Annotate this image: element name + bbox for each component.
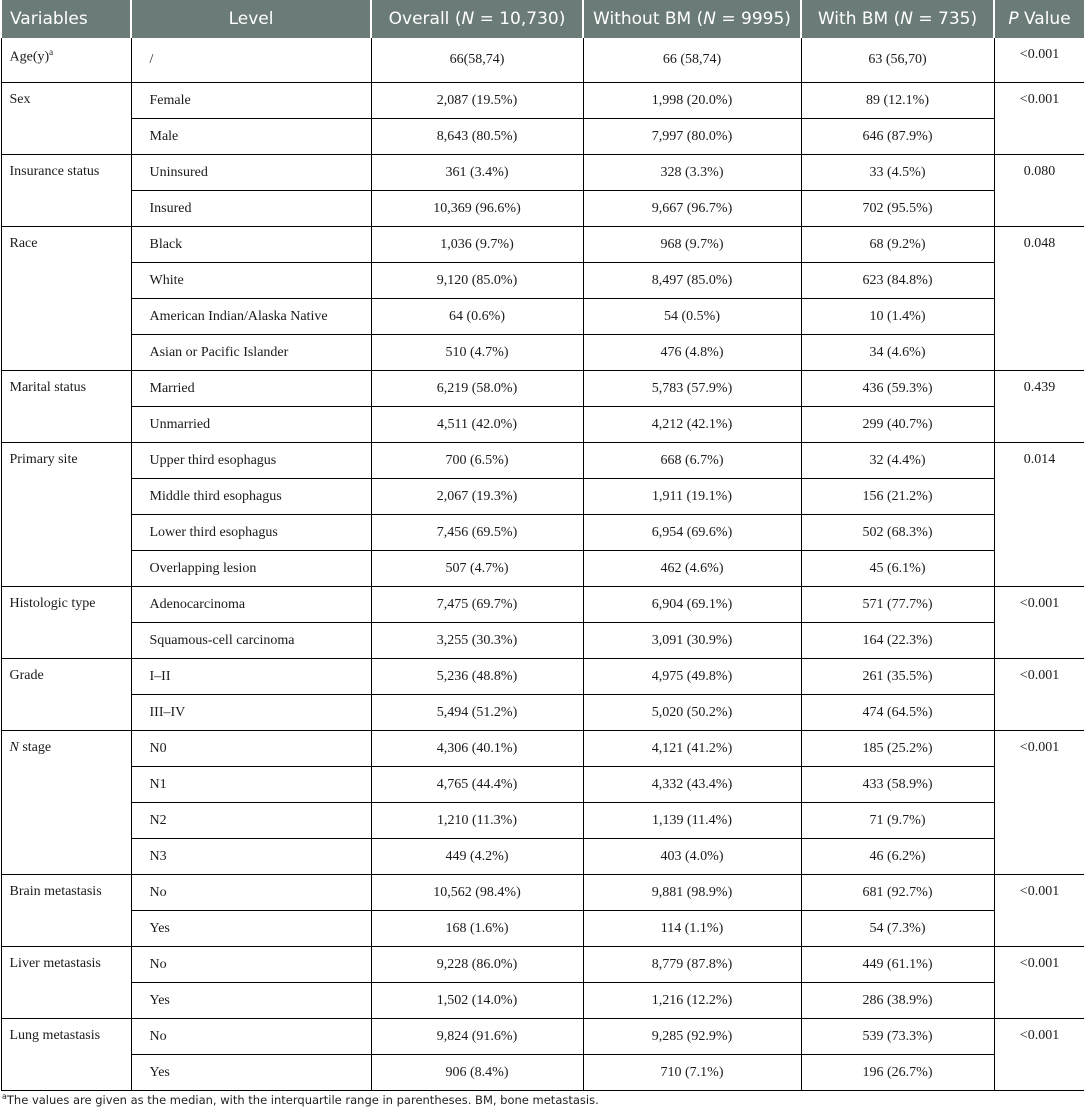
- level-cell: Uninsured: [131, 155, 371, 191]
- variable-cell: [1, 1019, 131, 1091]
- overall-cell: 9,228 (86.0%): [371, 947, 583, 983]
- without-bm-cell: 403 (4.0%): [583, 839, 801, 875]
- table-row: [1, 227, 1084, 263]
- level-cell: I–II: [131, 659, 371, 695]
- table-row: [1, 479, 1084, 515]
- level-cell: N3: [131, 839, 371, 875]
- table-row: [1, 839, 1084, 875]
- without-bm-cell: 7,997 (80.0%): [583, 119, 801, 155]
- level-cell: Yes: [131, 911, 371, 947]
- without-bm-cell: 54 (0.5%): [583, 299, 801, 335]
- without-bm-cell: 9,667 (96.7%): [583, 191, 801, 227]
- overall-cell: 449 (4.2%): [371, 839, 583, 875]
- without-bm-cell: 8,497 (85.0%): [583, 263, 801, 299]
- level-cell: No: [131, 947, 371, 983]
- header-level: Level: [131, 0, 371, 38]
- without-bm-cell: 9,881 (98.9%): [583, 875, 801, 911]
- variable-label: Primary site: [9, 452, 78, 467]
- with-bm-cell: 571 (77.7%): [801, 587, 994, 623]
- level-cell: N0: [131, 731, 371, 767]
- variable-label: Age(y): [9, 49, 50, 65]
- with-bm-cell: 436 (59.3%): [801, 371, 994, 407]
- with-bm-cell: 63 (56,70): [801, 38, 994, 83]
- with-bm-cell: 196 (26.7%): [801, 1055, 994, 1091]
- without-bm-cell: 328 (3.3%): [583, 155, 801, 191]
- overall-cell: 64 (0.6%): [371, 299, 583, 335]
- table-body: [1, 38, 1084, 1091]
- without-bm-cell: 114 (1.1%): [583, 911, 801, 947]
- overall-cell: 7,456 (69.5%): [371, 515, 583, 551]
- without-bm-cell: 66 (58,74): [583, 38, 801, 83]
- p-value-cell: <0.001: [994, 38, 1084, 83]
- with-bm-cell: 433 (58.9%): [801, 767, 994, 803]
- level-cell: Male: [131, 119, 371, 155]
- with-bm-cell: 185 (25.2%): [801, 731, 994, 767]
- level-cell: Upper third esophagus: [131, 443, 371, 479]
- variable-cell: [1, 371, 131, 443]
- level-cell: Adenocarcinoma: [131, 587, 371, 623]
- header-without-bm: Without BM (N = 9995): [583, 0, 801, 38]
- level-cell: Female: [131, 83, 371, 119]
- overall-cell: 510 (4.7%): [371, 335, 583, 371]
- level-cell: III–IV: [131, 695, 371, 731]
- level-cell: Asian or Pacific Islander: [131, 335, 371, 371]
- table-footnote: [2, 1092, 599, 1107]
- table-row: [1, 947, 1084, 983]
- without-bm-cell: 462 (4.6%): [583, 551, 801, 587]
- level-cell: Squamous-cell carcinoma: [131, 623, 371, 659]
- overall-cell: 1,502 (14.0%): [371, 983, 583, 1019]
- level-cell: Yes: [131, 1055, 371, 1091]
- variable-label: Brain metastasis: [9, 884, 102, 899]
- variable-cell: [1, 947, 131, 1019]
- variable-label: Race: [9, 236, 38, 251]
- variable-label: Histologic type: [9, 596, 96, 611]
- with-bm-cell: 54 (7.3%): [801, 911, 994, 947]
- with-bm-cell: 164 (22.3%): [801, 623, 994, 659]
- variable-label: Lung metastasis: [9, 1028, 101, 1043]
- level-cell: White: [131, 263, 371, 299]
- variable-cell: [1, 227, 131, 371]
- with-bm-cell: 34 (4.6%): [801, 335, 994, 371]
- with-bm-cell: 681 (92.7%): [801, 875, 994, 911]
- variable-label: Marital status: [9, 380, 87, 395]
- without-bm-cell: 1,216 (12.2%): [583, 983, 801, 1019]
- table-row: [1, 263, 1084, 299]
- level-cell: No: [131, 875, 371, 911]
- without-bm-cell: 476 (4.8%): [583, 335, 801, 371]
- level-cell: Yes: [131, 983, 371, 1019]
- with-bm-cell: 702 (95.5%): [801, 191, 994, 227]
- overall-cell: 6,219 (58.0%): [371, 371, 583, 407]
- table-row: [1, 803, 1084, 839]
- table-row: [1, 443, 1084, 479]
- with-bm-cell: 623 (84.8%): [801, 263, 994, 299]
- table-row: [1, 659, 1084, 695]
- p-value-cell: <0.001: [994, 947, 1084, 1019]
- p-value-cell: 0.048: [994, 227, 1084, 371]
- with-bm-cell: 71 (9.7%): [801, 803, 994, 839]
- overall-cell: 168 (1.6%): [371, 911, 583, 947]
- level-cell: Overlapping lesion: [131, 551, 371, 587]
- table-row: [1, 335, 1084, 371]
- header-variables: Variables: [1, 0, 131, 38]
- table-row: [1, 623, 1084, 659]
- overall-cell: 4,511 (42.0%): [371, 407, 583, 443]
- overall-cell: 9,120 (85.0%): [371, 263, 583, 299]
- variable-cell: [1, 587, 131, 659]
- header-p-value: P Value: [994, 0, 1084, 38]
- overall-cell: 1,210 (11.3%): [371, 803, 583, 839]
- with-bm-cell: 33 (4.5%): [801, 155, 994, 191]
- table-row: [1, 191, 1084, 227]
- level-cell: No: [131, 1019, 371, 1055]
- header-overall: Overall (N = 10,730): [371, 0, 583, 38]
- p-value-cell: <0.001: [994, 1019, 1084, 1091]
- level-cell: Insured: [131, 191, 371, 227]
- overall-cell: 700 (6.5%): [371, 443, 583, 479]
- p-value-cell: <0.001: [994, 875, 1084, 947]
- overall-cell: 2,087 (19.5%): [371, 83, 583, 119]
- with-bm-cell: 449 (61.1%): [801, 947, 994, 983]
- without-bm-cell: 1,998 (20.0%): [583, 83, 801, 119]
- variable-cell: [1, 38, 131, 83]
- without-bm-cell: 6,904 (69.1%): [583, 587, 801, 623]
- level-cell: /: [131, 38, 371, 83]
- table-row: [1, 767, 1084, 803]
- p-value-cell: 0.080: [994, 155, 1084, 227]
- without-bm-cell: 4,975 (49.8%): [583, 659, 801, 695]
- with-bm-cell: 299 (40.7%): [801, 407, 994, 443]
- table-row: [1, 119, 1084, 155]
- table-row: [1, 1019, 1084, 1055]
- table-row: [1, 1055, 1084, 1091]
- variable-cell: [1, 875, 131, 947]
- without-bm-cell: 968 (9.7%): [583, 227, 801, 263]
- overall-cell: 361 (3.4%): [371, 155, 583, 191]
- without-bm-cell: 4,212 (42.1%): [583, 407, 801, 443]
- p-value-cell: 0.014: [994, 443, 1084, 587]
- footnote-marker: a: [2, 1092, 7, 1101]
- without-bm-cell: 5,020 (50.2%): [583, 695, 801, 731]
- variable-cell: [1, 443, 131, 587]
- variable-label: Grade: [9, 668, 44, 683]
- variable-cell: [1, 83, 131, 155]
- table-row: [1, 587, 1084, 623]
- variable-label: Liver metastasis: [9, 956, 101, 971]
- overall-cell: 9,824 (91.6%): [371, 1019, 583, 1055]
- level-cell: Married: [131, 371, 371, 407]
- overall-cell: 10,562 (98.4%): [371, 875, 583, 911]
- table-row: [1, 407, 1084, 443]
- without-bm-cell: 4,332 (43.4%): [583, 767, 801, 803]
- with-bm-cell: 286 (38.9%): [801, 983, 994, 1019]
- level-cell: N2: [131, 803, 371, 839]
- p-value-cell: <0.001: [994, 731, 1084, 875]
- overall-cell: 4,306 (40.1%): [371, 731, 583, 767]
- p-value-cell: <0.001: [994, 587, 1084, 659]
- without-bm-cell: 3,091 (30.9%): [583, 623, 801, 659]
- overall-cell: 3,255 (30.3%): [371, 623, 583, 659]
- table-row: [1, 38, 1084, 83]
- overall-cell: 906 (8.4%): [371, 1055, 583, 1091]
- with-bm-cell: 10 (1.4%): [801, 299, 994, 335]
- table-row: [1, 695, 1084, 731]
- with-bm-cell: 261 (35.5%): [801, 659, 994, 695]
- overall-cell: 2,067 (19.3%): [371, 479, 583, 515]
- with-bm-cell: 539 (73.3%): [801, 1019, 994, 1055]
- level-cell: Lower third esophagus: [131, 515, 371, 551]
- variable-cell: [1, 155, 131, 227]
- header-with-bm: With BM (N = 735): [801, 0, 994, 38]
- table-row: [1, 155, 1084, 191]
- table-row: [1, 875, 1084, 911]
- table-row: [1, 983, 1084, 1019]
- variable-label-rest: stage: [18, 740, 52, 755]
- without-bm-cell: 1,911 (19.1%): [583, 479, 801, 515]
- overall-cell: 5,494 (51.2%): [371, 695, 583, 731]
- level-cell: N1: [131, 767, 371, 803]
- p-value-cell: <0.001: [994, 83, 1084, 155]
- without-bm-cell: 5,783 (57.9%): [583, 371, 801, 407]
- p-value-cell: 0.439: [994, 371, 1084, 443]
- table-row: [1, 83, 1084, 119]
- with-bm-cell: 646 (87.9%): [801, 119, 994, 155]
- variable-label: N: [9, 740, 19, 755]
- level-cell: Unmarried: [131, 407, 371, 443]
- without-bm-cell: 9,285 (92.9%): [583, 1019, 801, 1055]
- p-value-cell: <0.001: [994, 659, 1084, 731]
- overall-cell: 8,643 (80.5%): [371, 119, 583, 155]
- without-bm-cell: 710 (7.1%): [583, 1055, 801, 1091]
- table-row: [1, 515, 1084, 551]
- variable-label: Sex: [9, 92, 31, 107]
- table-row: [1, 911, 1084, 947]
- overall-cell: 5,236 (48.8%): [371, 659, 583, 695]
- without-bm-cell: 668 (6.7%): [583, 443, 801, 479]
- table-row: [1, 371, 1084, 407]
- variable-label: Insurance status: [9, 164, 100, 179]
- level-cell: Middle third esophagus: [131, 479, 371, 515]
- with-bm-cell: 474 (64.5%): [801, 695, 994, 731]
- variable-cell: [1, 659, 131, 731]
- without-bm-cell: 4,121 (41.2%): [583, 731, 801, 767]
- without-bm-cell: 1,139 (11.4%): [583, 803, 801, 839]
- variable-cell: [1, 731, 131, 875]
- with-bm-cell: 45 (6.1%): [801, 551, 994, 587]
- overall-cell: 1,036 (9.7%): [371, 227, 583, 263]
- with-bm-cell: 68 (9.2%): [801, 227, 994, 263]
- overall-cell: 507 (4.7%): [371, 551, 583, 587]
- level-cell: Black: [131, 227, 371, 263]
- table-row: [1, 299, 1084, 335]
- overall-cell: 7,475 (69.7%): [371, 587, 583, 623]
- footnote-text: The values are given as the median, with the interquartile range in parentheses. BM, bone metastasis.: [6, 1092, 599, 1107]
- without-bm-cell: 6,954 (69.6%): [583, 515, 801, 551]
- with-bm-cell: 32 (4.4%): [801, 443, 994, 479]
- overall-cell: 4,765 (44.4%): [371, 767, 583, 803]
- table-row: [1, 731, 1084, 767]
- table-header: [1, 0, 1084, 38]
- table-row: [1, 551, 1084, 587]
- with-bm-cell: 502 (68.3%): [801, 515, 994, 551]
- footnote-marker: a: [49, 47, 54, 57]
- overall-cell: 10,369 (96.6%): [371, 191, 583, 227]
- level-cell: American Indian/Alaska Native: [131, 299, 371, 335]
- overall-cell: 66(58,74): [371, 38, 583, 83]
- without-bm-cell: 8,779 (87.8%): [583, 947, 801, 983]
- with-bm-cell: 46 (6.2%): [801, 839, 994, 875]
- with-bm-cell: 156 (21.2%): [801, 479, 994, 515]
- with-bm-cell: 89 (12.1%): [801, 83, 994, 119]
